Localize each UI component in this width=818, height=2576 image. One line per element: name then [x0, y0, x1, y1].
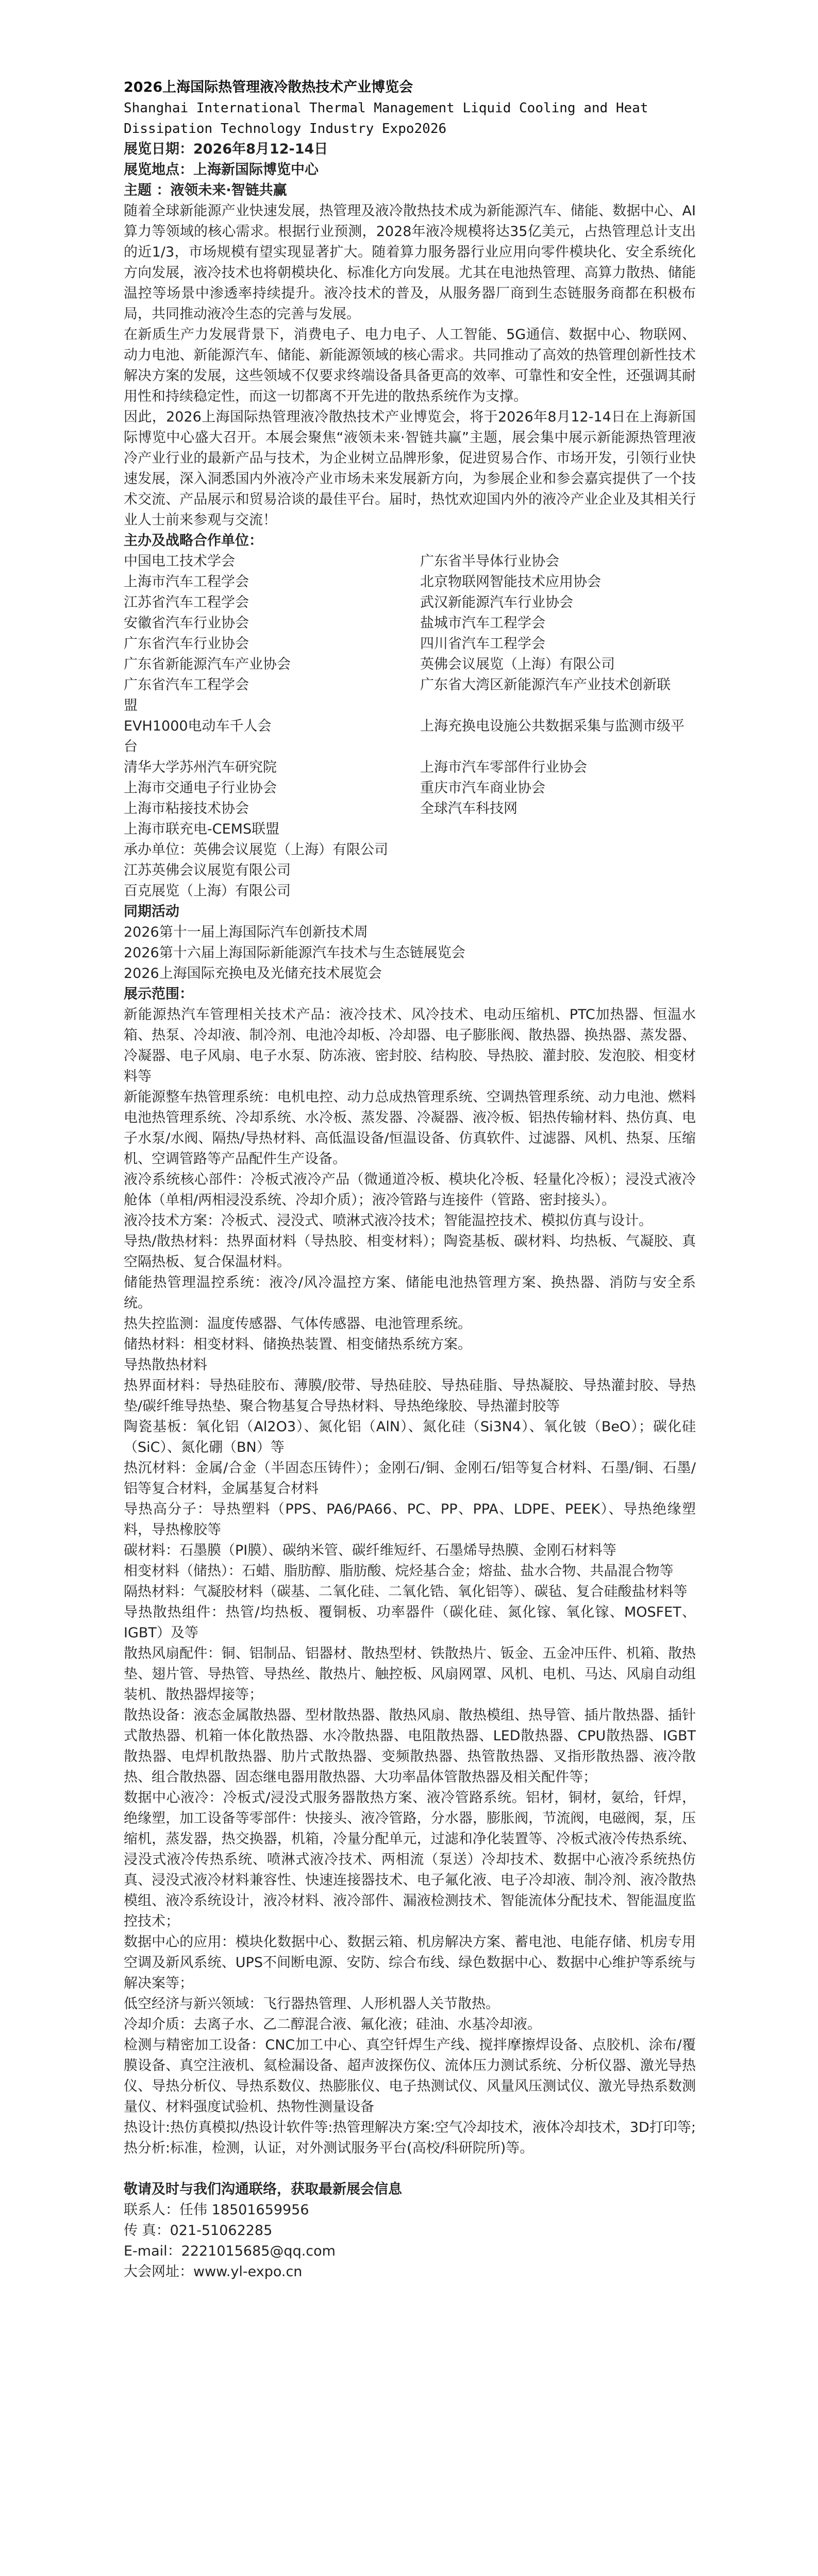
- contact-fax: 传 真：021-51062285: [124, 2223, 273, 2239]
- concurrent-list: [124, 922, 696, 984]
- contact-person: 联系人：任伟 18501659956: [124, 2202, 309, 2218]
- scope-item: 导热散热材料: [124, 1357, 207, 1373]
- scope-item: 液冷系统核心部件：冷板式液冷产品（微通道冷板、模块化冷板、轻量化冷板）；浸没式液冷舱体（单相/两相浸没系统、冷却介质）；液冷管路与连接件（管路、密封接头）。: [124, 1172, 696, 1208]
- contact-heading: 敬请及时与我们沟通联络，获取最新展会信息: [124, 2181, 402, 2197]
- expo-theme: 主题 ：液领未来·智链共赢: [124, 182, 287, 198]
- scope-item: 导热高分子：导热塑料（PPS、PA6/PA66、PC、PP、PPA、LDPE、PEEK）、导热绝缘塑料，导热橡胶等: [124, 1501, 696, 1538]
- organizer-item: EVH1000电动车千人会: [124, 718, 272, 734]
- scope-item: 陶瓷基板：氧化铝（Al2O3）、氮化铝（AlN）、氮化硅（Si3N4）、氧化铍（BeO）；碳化硅（SiC）、氮化硼（BN）等: [124, 1419, 696, 1455]
- organizer-item: 上海市汽车零部件行业协会: [420, 759, 587, 775]
- expo-date: 展览日期：2026年8月12-14日: [124, 141, 328, 157]
- document-body: [124, 77, 696, 2282]
- organizer-item: 上海市粘接技术协会: [124, 801, 249, 817]
- undertaker-line: 江苏英佛会议展览有限公司: [124, 862, 291, 878]
- undertaker-line: 承办单位：英佛会议展览（上海）有限公司: [124, 842, 388, 858]
- organizer-item: 广东省汽车行业协会: [124, 636, 249, 652]
- undertaker-line: 百克展览（上海）有限公司: [124, 883, 291, 899]
- organizer-item: 重庆市汽车商业协会: [420, 780, 545, 796]
- organizer-item: 江苏省汽车工程学会: [124, 595, 249, 611]
- scope-item: 检测与精密加工设备：CNC加工中心、真空钎焊生产线、搅拌摩擦焊设备、点胶机、涂布/覆膜设备、真空注液机、氦检漏设备、超声波探伤仪、流体压力测试系统、分析仪器、激光导热仪、导热分析仪、导热系数仪、热膨胀仪、电子热测试仪、风量风压测试仪、激光导热系数测量仪、材料强度试验机、热物性测量设备: [124, 2037, 696, 2115]
- organizer-item: 安徽省汽车行业协会: [124, 615, 249, 631]
- scope-item: 新能源整车热管理系统：电机电控、动力总成热管理系统、空调热管理系统、动力电池、燃料电池热管理系统、冷却系统、水冷板、蒸发器、冷凝器、液冷板、铝热传输材料、热仿真、电子水泵/水阀、隔热/导热材料、高低温设备/恒温设备、仿真软件、过滤器、风机、热泵、压缩机、空调管路等产品配件生产设备。: [124, 1089, 696, 1167]
- expo-title-en-line2: Dissipation Technology Industry Expo2026: [124, 121, 447, 137]
- organizer-item: 四川省汽车工程学会: [420, 636, 545, 652]
- organizer-item: 中国电工技术学会: [124, 553, 235, 569]
- organizer-item: 广东省大湾区新能源汽车产业技术创新联: [420, 677, 671, 693]
- organizer-item: 上海市联充电-CEMS联盟: [124, 821, 280, 837]
- organizers-list: [124, 551, 696, 840]
- scope-item: 散热设备：液态金属散热器、型材散热器、散热风扇、散热模组、热导管、插片散热器、插针式散热器、机箱一体化散热器、水冷散热器、电阻散热器、LED散热器、CPU散热器、IGBT散热器、电焊机散热器、肋片式散热器、变频散热器、热管散热器、叉指形散热器、液冷散热、组合散热器、固态继电器用散热器、大功率晶体管散热器及相关配件等；: [124, 1707, 696, 1785]
- organizer-item: 北京物联网智能技术应用协会: [420, 574, 601, 590]
- organizer-item-wrap: 台: [124, 739, 138, 755]
- concurrent-item: 2026上海国际充换电及光储充技术展览会: [124, 965, 382, 981]
- organizer-item: 上海市交通电子行业协会: [124, 780, 277, 796]
- scope-item: 冷却介质：去离子水、乙二醇混合液、氟化液；硅油、水基冷却液。: [124, 2016, 541, 2032]
- organizer-item: 英佛会议展览（上海）有限公司: [420, 656, 615, 672]
- scope-heading: 展示范围：: [124, 986, 193, 1002]
- scope-item: 热失控监测：温度传感器、气体传感器、电池管理系统。: [124, 1316, 472, 1332]
- title-block: [124, 77, 696, 139]
- contact-email[interactable]: E-mail：2221015685@qq.com: [124, 2243, 336, 2259]
- organizer-item: 上海市汽车工程学会: [124, 574, 249, 590]
- scope-item: 热界面材料：导热硅胶布、薄膜/胶带、导热硅胶、导热硅脂、导热凝胶、导热灌封胶、导热垫/碳纤维导热垫、聚合物基复合导热材料、导热绝缘胶、导热灌封胶等: [124, 1378, 696, 1414]
- organizer-item: 全球汽车科技网: [420, 801, 517, 817]
- expo-venue: 展览地点：上海新国际博览中心: [124, 162, 319, 178]
- intro-paragraph-1: 随着全球新能源产业快速发展，热管理及液冷散热技术成为新能源汽车、储能、数据中心、AI算力等领域的核心需求。根据行业预测，2028年液冷规模将达35亿美元，占热管理总计支出的近1/3，市场规模有望实现显著扩大。随着算力服务器行业应用向零件模块化、安全系统化方向发展，液冷技术也将朝模块化、标准化方向发展。尤其在电池热管理、高算力散热、储能温控等场景中渗透率持续提升。液冷技术的普及，从服务器厂商到生态链服务商都在积极布局，共同推动液冷生态的完善与发展。: [124, 203, 696, 322]
- scope-item: 碳材料：石墨膜（PI膜）、碳纳米管、碳纤维短纤、石墨烯导热膜、金刚石材料等: [124, 1543, 616, 1558]
- expo-title-en-line1: Shanghai International Thermal Management Liquid Cooling and Heat: [124, 100, 648, 116]
- scope-item: 储能热管理温控系统：液冷/风冷温控方案、储能电池热管理方案、换热器、消防与安全系统。: [124, 1275, 696, 1311]
- scope-item: 热设计:热仿真模拟/热设计软件等:热管理解决方案:空气冷却技术，液体冷却技术，3D打印等;热分析:标准，检测，认证，对外测试服务平台(高校/科研院所)等。: [124, 2120, 696, 2156]
- organizer-item: 广东省新能源汽车产业协会: [124, 656, 291, 672]
- scope-item: 数据中心液冷：冷板式/浸没式服务器散热方案、液冷管路系统。铝材，铜材，氨给，钎焊，绝缘塑，加工设备等零部件：快接头、液冷管路，分水器，膨胀阀，节流阀，电磁阀，泵，压缩机，蒸发器，热交换器，机箱，冷量分配单元，过滤和净化装置等、冷板式液冷传热系统、浸没式液冷传热系统、喷淋式液冷技术、两相流（泵送）冷却技术、数据中心液冷系统热仿真、浸没式液冷材料兼容性、快速连接器技术、电子氟化液、电子冷却液、制冷剂、液冷散热模组、液冷系统设计，液冷材料、液冷部件、漏液检测技术、智能流体分配技术、智能温度监控技术；: [124, 1790, 696, 1929]
- contact-block: [124, 2179, 696, 2282]
- organizer-item: 广东省汽车工程学会: [124, 677, 249, 693]
- scope-item: 热沉材料：金属/合金（半固态压铸件）；金刚石/铜、金刚石/铝等复合材料、石墨/铜、石墨/铝等复合材料，金属基复合材料: [124, 1460, 696, 1497]
- organizer-item: 上海充换电设施公共数据采集与监测市级平: [420, 718, 685, 734]
- scope-list: [124, 1005, 696, 2159]
- intro-paragraph-2: 在新质生产力发展背景下，消费电子、电力电子、人工智能、5G通信、数据中心、物联网、动力电池、新能源汽车、储能、新能源领域的核心需求。共同推动了高效的热管理创新性技术解决方案的发展，这些领域不仅要求终端设备具备更高的效率、可靠性和安全性，还强调其耐用性和持续稳定性，而这一切都离不开先进的散热系统作为支撑。: [124, 327, 696, 404]
- scope-item: 隔热材料：气凝胶材料（碳基、二氧化硅、二氧化锆、氧化铝等）、碳毡、复合硅酸盐材料等: [124, 1584, 688, 1600]
- scope-item: 液冷技术方案：冷板式、浸没式、喷淋式液冷技术；智能温控技术、模拟仿真与设计。: [124, 1213, 653, 1229]
- scope-item: 导热散热组件：热管/均热板、覆铜板、功率器件（碳化硅、氮化镓、氧化镓、MOSFET、IGBT）及等: [124, 1604, 696, 1641]
- concurrent-item: 2026第十一届上海国际汽车创新技术周: [124, 924, 368, 940]
- scope-item: 数据中心的应用：模块化数据中心、数据云箱、机房解决方案、蓄电池、电能存储、机房专用空调及新风系统、UPS不间断电源、安防、综合布线、绿色数据中心、数据中心维护等系统与解决案等；: [124, 1934, 696, 1991]
- scope-item: 散热风扇配件：铜、铝制品、铝器材、散热型材、铁散热片、钣金、五金冲压件、机箱、散热垫、翅片管、导热管、导热丝、散热片、触控板、风扇网罩、风机、电机、马达、风扇自动组装机、散热器焊接等；: [124, 1646, 696, 1703]
- concurrent-item: 2026第十六届上海国际新能源汽车技术与生态链展览会: [124, 945, 465, 961]
- scope-item: 新能源热汽车管理相关技术产品：液冷技术、风冷技术、电动压缩机、PTC加热器、恒温水箱、热泵、冷却液、制冷剂、电池冷却板、冷却器、电子膨胀阀、散热器、换热器、蒸发器、冷凝器、电子风扇、电子水泵、防冻液、密封胶、结构胶、导热胶、灌封胶、发泡胶、相变材料等: [124, 1007, 696, 1084]
- scope-item: 低空经济与新兴领域：飞行器热管理、人形机器人关节散热。: [124, 1996, 499, 2012]
- scope-item: 导热/散热材料：热界面材料（导热胶、相变材料）；陶瓷基板、碳材料、均热板、气凝胶、真空隔热板、复合保温材料。: [124, 1233, 696, 1270]
- concurrent-heading: 同期活动: [124, 904, 179, 920]
- organizer-item: 武汉新能源汽车行业协会: [420, 595, 573, 611]
- contact-website[interactable]: 大会网址：www.yl-expo.cn: [124, 2264, 303, 2280]
- scope-item: 储热材料：相变材料、储换热装置、相变储热系统方案。: [124, 1336, 472, 1352]
- organizer-item: 广东省半导体行业协会: [420, 553, 559, 569]
- organizer-item: 盐城市汽车工程学会: [420, 615, 545, 631]
- undertakers: [124, 840, 696, 902]
- organizer-item: 清华大学苏州汽车研究院: [124, 759, 277, 775]
- expo-title-cn: 2026上海国际热管理液冷散热技术产业博览会: [124, 79, 413, 95]
- scope-item: 相变材料（储热）：石蜡、脂肪醇、脂肪酸、烷烃基合金；熔盐、盐水合物、共晶混合物等: [124, 1563, 674, 1579]
- organizer-item-wrap: 盟: [124, 698, 138, 714]
- organizers-heading: 主办及战略合作单位：: [124, 533, 263, 549]
- intro-paragraph-3: 因此，2026上海国际热管理液冷散热技术产业博览会，将于2026年8月12-14日在上海新国际博览中心盛大召开。本展会聚焦“液领未来·智链共赢”主题，展会集中展示新能源热管理液冷产业行业的最新产品与技术，为企业树立品牌形象，促进贸易合作、市场开发，引领行业快速发展，深入洞悉国内外液冷产业市场未来发展新方向，为参展企业和参会嘉宾提供了一个技术交流、产品展示和贸易洽谈的最佳平台。届时，热忱欢迎国内外的液冷产业企业及其相关行业人士前来参观与交流！: [124, 409, 696, 528]
